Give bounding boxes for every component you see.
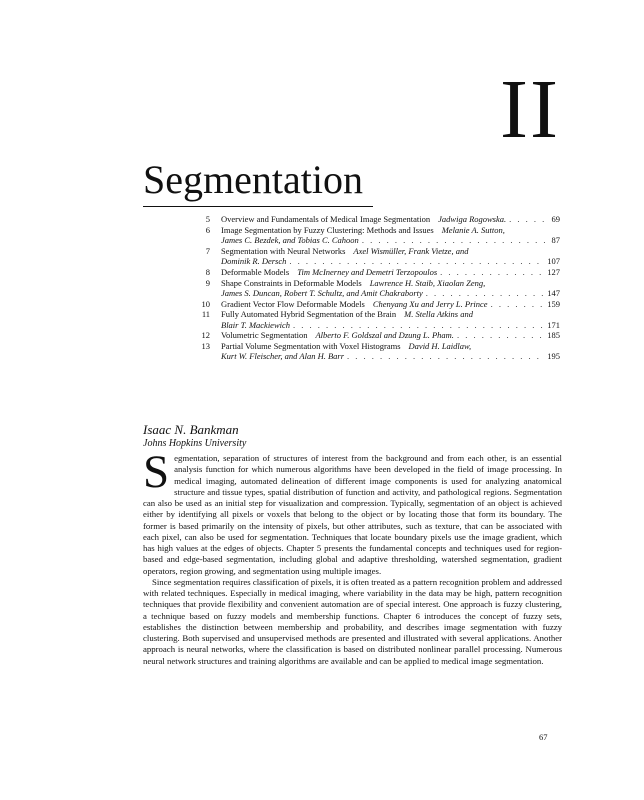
- toc-title: Shape Constraints in Deformable Models: [221, 277, 362, 288]
- toc-authors-cont: James S. Duncan, Robert T. Schultz, and Amit Chakraborty: [221, 287, 423, 298]
- paragraph-2: Since segmentation requires classification of pixels, it is often treated as a pattern recognition problem and addressed with related techniques. Especially in medical imaging, where variability in the data may be high, pattern recognition techniques that provide flexibility and convenient automation are of special interest. One approach is fuzzy clustering, a technique based on fuzzy models and membership functions. Chapter 6 introduces the concept of fuzzy sets, establishes the distinction between membership and probability, and describes image segmentation with fuzzy clustering. Both supervised and unsupervised methods are presented and illustrated with several applications. Another approach is neural networks, where the classification is based on distributed nonlinear parallel processing. Numerous neural network structures and training algorithms are available and can be applied to medical image segmentation.: [143, 576, 562, 666]
- toc-authors-cont: Blair T. Mackiewich: [221, 319, 291, 330]
- toc-entry[interactable]: [193, 299, 560, 309]
- toc-leader: [440, 267, 544, 277]
- toc-authors-cont: Dominik R. Dersch: [221, 256, 287, 266]
- body-text: [143, 446, 562, 667]
- toc-title: Volumetric Segmentation: [221, 330, 308, 341]
- toc-number: 10: [201, 298, 210, 309]
- toc-authors: Chenyang Xu and Jerry L. Prince: [372, 298, 488, 309]
- toc-leader: [491, 299, 545, 309]
- toc-authors: Axel Wismüller, Frank Vietze, and: [353, 245, 469, 256]
- author-affiliation: Johns Hopkins University: [143, 438, 247, 449]
- toc-authors: Melanie A. Sutton,: [441, 224, 505, 235]
- drop-cap: S: [143, 446, 170, 498]
- toc-authors-cont: Kurt W. Fleischer, and Alan H. Barr: [221, 351, 345, 362]
- toc-authors: M. Stella Atkins and: [404, 309, 473, 320]
- toc-leader: [426, 288, 544, 298]
- toc-authors-cont: James C. Bezdek, and Tobias C. Cahoon: [221, 235, 359, 245]
- toc-page: 185: [547, 330, 560, 341]
- toc-number: 11: [201, 309, 210, 320]
- toc-number: 8: [205, 266, 210, 277]
- toc-title: Fully Automated Hybrid Segmentation of the Brain: [221, 309, 397, 320]
- toc-number: 7: [205, 245, 210, 256]
- toc-page: 107: [547, 256, 560, 266]
- part-title: Segmentation: [143, 157, 363, 202]
- part-number: II: [500, 63, 560, 156]
- toc-page: 69: [551, 214, 560, 224]
- toc-authors: Tim McInerney and Demetri Terzopoulos: [297, 266, 438, 277]
- toc-title: Deformable Models: [221, 266, 290, 277]
- toc-leader: [293, 320, 544, 330]
- toc-title: Partial Volume Segmentation with Voxel Histograms: [221, 341, 401, 352]
- paragraph-1-text: egmentation, separation of structures of interest from the background and from each other, is an essential analysis function for which numerous algorithms have been developed in the field of image processing. In medical imaging, automated delineation of different image components is used for analyzing anatomical structure and tissue types, spatial distribution of function and activity, and pathological regions. Segmentation can also be used as an initial step for visualization and compression. Typically, segmentation of an object is achieved either by identifying all pixels or voxels that belong to the object or by locating those that form its boundary. The former is based primarily on the intensity of pixels, but other attributes, such as texture, that can be associated with each pixel, can also be used for segmentation. Techniques that locate boundary pixels use the image gradient, which has high values at the edges of objects. Chapter 5 presents the fundamental concepts and techniques used for region-based and edge-based segmentation, including global and adaptive thresholding, watershed segmentation, gradient operators, region growing, and segmentation using multiple images.: [143, 453, 562, 576]
- toc-title: Image Segmentation by Fuzzy Clustering: Methods and Issues: [221, 224, 434, 235]
- toc-entry[interactable]: [193, 225, 560, 245]
- toc-page: 159: [547, 298, 560, 309]
- toc-authors: Jadwiga Rogowska.: [438, 214, 507, 224]
- toc-entry[interactable]: [193, 246, 560, 266]
- toc-page: 147: [547, 287, 560, 298]
- toc-leader: [347, 351, 544, 361]
- toc-entry[interactable]: [193, 330, 560, 340]
- toc-leader: [289, 256, 544, 266]
- toc-authors: David H. Laidlaw,: [408, 341, 472, 352]
- toc-leader: [457, 330, 544, 340]
- toc-number: 12: [201, 330, 210, 341]
- paragraph-1: [143, 446, 562, 577]
- toc-entry[interactable]: [193, 309, 560, 329]
- toc-authors: Alberto F. Goldszal and Dzung L. Pham.: [315, 330, 454, 341]
- title-rule: [143, 206, 373, 207]
- toc-entry[interactable]: [193, 278, 560, 298]
- table-of-contents: [193, 214, 560, 362]
- toc-page: 195: [547, 351, 560, 362]
- toc-number: 5: [205, 214, 210, 224]
- toc-leader: [509, 214, 548, 224]
- toc-page: 87: [551, 235, 560, 245]
- author-name: Isaac N. Bankman: [143, 422, 239, 437]
- toc-page: 127: [547, 266, 560, 277]
- toc-title: Gradient Vector Flow Deformable Models: [221, 298, 365, 309]
- toc-number: 6: [205, 224, 210, 235]
- toc-page: 171: [547, 319, 560, 330]
- toc-number: 13: [201, 341, 210, 352]
- toc-authors: Lawrence H. Staib, Xiaolan Zeng,: [369, 277, 486, 288]
- toc-entry[interactable]: [193, 267, 560, 277]
- toc-leader: [362, 235, 549, 245]
- toc-entry[interactable]: [193, 341, 560, 361]
- toc-entry[interactable]: [193, 214, 560, 224]
- page-number: 67: [539, 732, 548, 742]
- toc-title: Overview and Fundamentals of Medical Image Segmentation: [221, 214, 431, 224]
- toc-number: 9: [205, 277, 210, 288]
- toc-title: Segmentation with Neural Networks: [221, 245, 346, 256]
